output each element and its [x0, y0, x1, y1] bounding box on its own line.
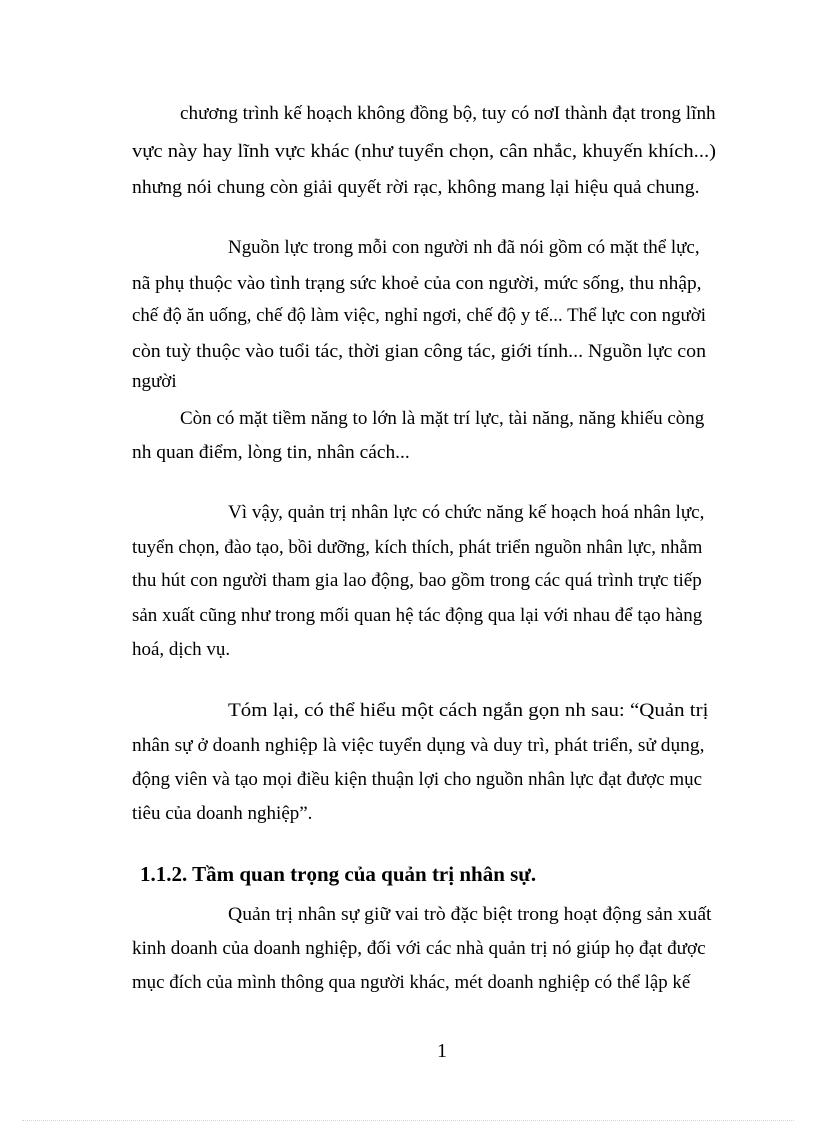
text-line: chế độ ăn uống, chế độ làm việc, nghỉ ngơi, chế độ y tế... Thể lực con người — [132, 305, 706, 326]
text-line: thu hút con người tham gia lao động, bao gồm trong các quá trình trực tiếp — [132, 570, 702, 591]
text-line: tiêu của doanh nghiệp”. — [132, 803, 313, 824]
page-number: 1 — [437, 1040, 447, 1062]
text-line: Vì vậy, quản trị nhân lực có chức năng kế hoạch hoá nhân lực, — [228, 502, 705, 523]
text-line: Tóm lại, có thể hiểu một cách ngắn gọn nh sau: “Quản trị — [228, 700, 709, 721]
text-line: Nguồn lực trong mỗi con người nh đã nói gồm có mặt thể lực, — [228, 237, 700, 258]
page-bottom-rule — [22, 1120, 794, 1121]
text-line: tuyển chọn, đào tạo, bồi dưỡng, kích thích, phát triển nguồn nhân lực, nhằm — [132, 537, 703, 558]
text-line: Quản trị nhân sự giữ vai trò đặc biệt trong hoạt động sản xuất — [228, 904, 712, 925]
text-line: người — [132, 371, 177, 392]
text-line: nhưng nói chung còn giải quyết rời rạc, không mang lại hiệu quả chung. — [132, 177, 700, 198]
text-line: chương trình kế hoạch không đồng bộ, tuy có nơI thành đạt trong lĩnh — [180, 103, 716, 124]
text-line: nh quan điểm, lòng tin, nhân cách... — [132, 442, 410, 463]
text-line: còn tuỳ thuộc vào tuổi tác, thời gian công tác, giới tính... Nguồn lực con — [132, 341, 707, 362]
text-line: nhân sự ở doanh nghiệp là việc tuyển dụng và duy trì, phát triển, sử dụng, — [132, 735, 705, 756]
section-heading: 1.1.2. Tầm quan trọng của quản trị nhân sự. — [140, 862, 537, 886]
text-line: nã phụ thuộc vào tình trạng sức khoẻ của con người, mức sống, thu nhập, — [132, 273, 702, 294]
text-line: vực này hay lĩnh vực khác (như tuyển chọn, cân nhắc, khuyến khích...) — [132, 141, 716, 162]
text-line: động viên và tạo mọi điều kiện thuận lợi cho nguồn nhân lực đạt được mục — [132, 769, 702, 790]
text-line: Còn có mặt tiềm năng to lớn là mặt trí lực, tài năng, năng khiếu còng — [180, 408, 705, 429]
text-line: sản xuất cũng như trong mối quan hệ tác động qua lại với nhau để tạo hàng — [132, 605, 703, 626]
text-line: kinh doanh của doanh nghiệp, đối với các nhà quản trị nó giúp họ đạt được — [132, 938, 706, 959]
text-line: hoá, dịch vụ. — [132, 639, 231, 660]
text-line: mục đích của mình thông qua người khác, mét doanh nghiệp có thể lập kế — [132, 972, 691, 993]
